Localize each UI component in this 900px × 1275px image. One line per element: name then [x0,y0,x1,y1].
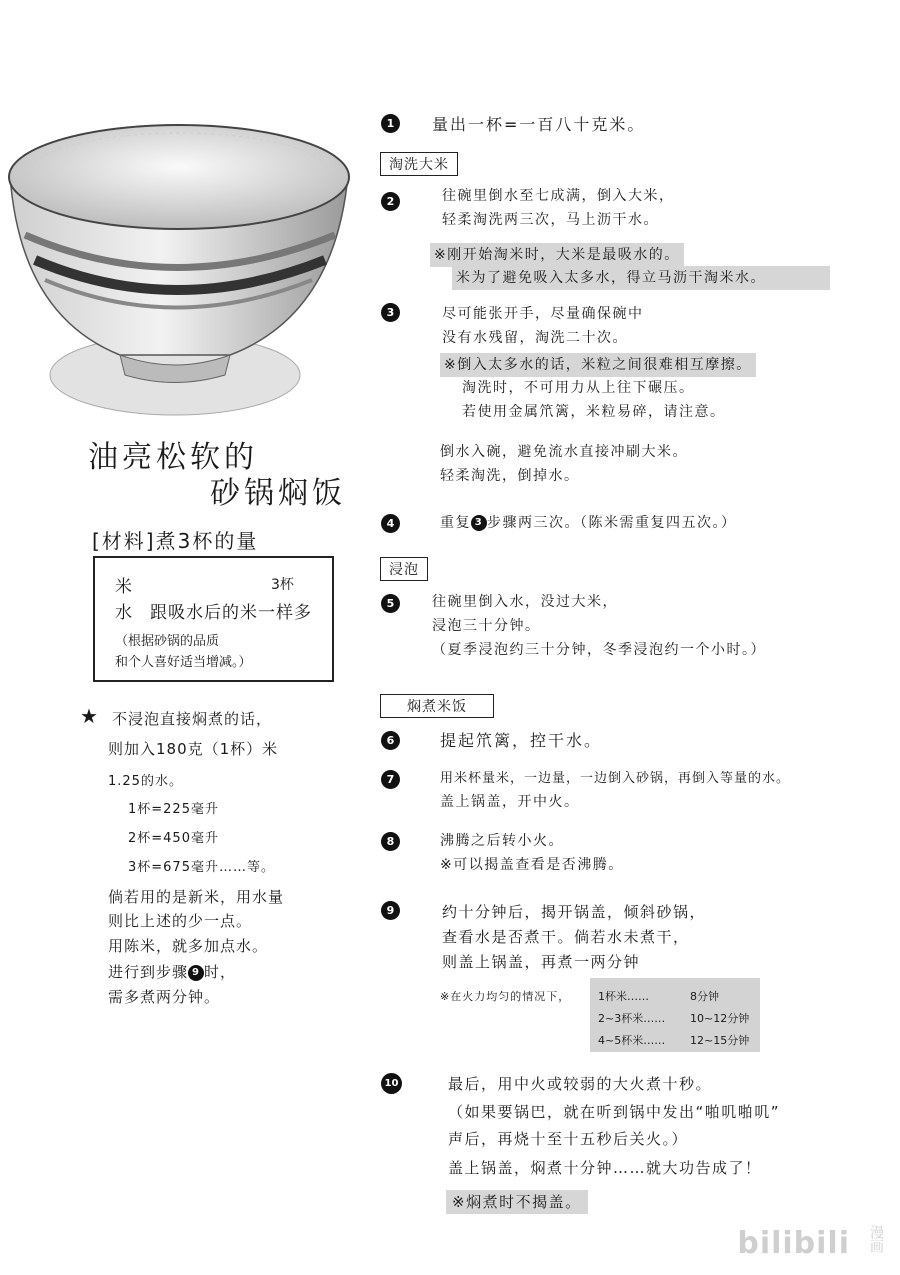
step-number-10: 10 [381,1073,402,1094]
materials-note-1: （根据砂锅的品质 [115,634,220,649]
star-icon: ★ [80,704,98,728]
step-number-9: 9 [381,901,400,920]
step-10-note: ※焖煮时不揭盖。 [446,1190,588,1214]
star-note-line3: 1.25的水。 [108,774,183,789]
step-10-line4: 盖上锅盖，焖煮十分钟……就大功告成了！ [448,1159,762,1177]
step-9-line1: 约十分钟后，揭开锅盖，倾斜砂锅， [442,903,707,921]
water-label: 水 [115,603,132,623]
step-4-text-b: 步骤两三次。（陈米需重复四五次。） [487,515,737,531]
step-3-line2: 没有水残留，淘洗二十次。 [442,330,628,346]
star-note-line7: 倘若用的是新米，用水量 [108,888,285,906]
cooking-time-table [590,978,760,1052]
star-note-line11: 需多煮两分钟。 [108,988,221,1006]
step-ref-9: 9 [188,965,204,981]
step-number-1: 1 [381,114,400,133]
recipe-title-line2: 砂锅焖饭 [210,476,346,511]
rice-amount: 3杯 [271,577,294,593]
star-note-line1: 不浸泡直接焖煮的话， [112,710,273,728]
step-8-line1: 沸腾之后转小火。 [440,833,564,849]
step-3-line1: 尽可能张开手，尽量确保碗中 [442,306,644,322]
step-2-line1: 往碗里倒水至七成满，倒入大米， [442,188,675,204]
step-10-line2: （如果要锅巴，就在听到锅中发出“啪叽啪叽” [448,1103,781,1121]
star-note-line9: 用陈米，就多加点水。 [108,937,269,955]
table-row-2-amount: 2~3杯米…… [598,1012,666,1025]
water-amount: 跟吸水后的米一样多 [150,603,312,623]
step-6-text: 提起笊篱，控干水。 [440,731,603,750]
table-row-3-time: 12~15分钟 [690,1034,750,1047]
recipe-title-line1: 油亮松软的 [88,440,258,475]
step-4-text-a: 重复 [440,515,471,531]
step-number-2: 2 [381,192,400,211]
materials-note-2: 和个人喜好适当增减。） [115,655,252,670]
step-1-text: 量出一杯=一百八十克米。 [432,115,646,134]
star-note-line6: 3杯=675毫升……等。 [128,860,275,875]
step-9-line2: 查看水是否煮干。倘若水未煮干， [442,928,690,946]
table-row-2-time: 10~12分钟 [690,1012,750,1025]
step-3-line4: 轻柔淘洗，倒掉水。 [440,468,580,484]
star-note-line4: 1杯=225毫升 [128,802,219,817]
bilibili-logo: bilibili [737,1226,850,1261]
table-row-1-time: 8分钟 [690,990,719,1003]
step-5-line1: 往碗里倒入水，没过大米， [432,594,618,610]
step-8-line2: ※可以揭盖查看是否沸腾。 [440,857,624,873]
table-row-3-amount: 4~5杯米…… [598,1034,666,1047]
materials-box [93,556,334,682]
step-number-3: 3 [381,303,400,322]
star-note-line2: 则加入180克（1杯）米 [108,740,279,758]
step-2-note2: 米为了避免吸入太多水，得立马沥干淘米水。 [452,266,830,290]
star-note-line5: 2杯=450毫升 [128,831,219,846]
step-10-line3: 声后，再烧十至十五秒后关火。） [448,1130,689,1148]
step-9-line3: 则盖上锅盖，再煮一两分钟 [442,953,641,971]
step-number-4: 4 [381,514,400,533]
step-3-note1: ※倒入太多水的话，米粒之间很难相互摩擦。 [440,353,756,377]
star-note-line10-a: 进行到步骤 [108,963,189,981]
step-2-note1: ※刚开始淘米时，大米是最吸水的。 [430,243,684,267]
section-cook-rice: 焖煮米饭 [380,694,494,718]
step-ref-3: 3 [471,515,487,531]
section-wash-rice: 淘洗大米 [380,152,458,176]
step-10-line1: 最后，用中火或较弱的大火煮十秒。 [448,1075,713,1093]
step-3-note2: 淘洗时，不可用力从上往下碾压。 [462,380,695,396]
step-3-note3: 若使用金属笊篱，米粒易碎，请注意。 [462,404,726,420]
rice-bowl-illustration [0,85,360,425]
bilibili-manga-label: 漫画 [868,1225,884,1253]
step-5-line2: 浸泡三十分钟。 [432,618,541,634]
star-note-line10 [108,961,236,982]
step-5-line3: （夏季浸泡约三十分钟，冬季浸泡约一个小时。） [432,642,766,658]
step-number-5: 5 [381,594,400,613]
step-7-line2: 盖上锅盖，开中火。 [440,794,580,810]
section-soak: 浸泡 [380,557,428,581]
step-7-line1: 用米杯量米，一边量，一边倒入砂锅，再倒入等量的水。 [440,771,791,786]
table-row-1-amount: 1杯米…… [598,990,649,1003]
step-9-note: ※在火力均匀的情况下， [440,990,571,1003]
step-number-7: 7 [381,770,400,789]
step-2-line2: 轻柔淘洗两三次，马上沥干水。 [442,212,659,228]
step-3-line3: 倒水入碗，避免流水直接冲刷大米。 [440,444,688,460]
step-number-6: 6 [381,731,400,750]
star-note-line10-b: 时， [204,963,237,981]
star-note-line8: 则比上述的少一点。 [108,912,253,930]
step-number-8: 8 [381,832,400,851]
rice-label: 米 [115,577,132,597]
step-4-text [440,511,737,535]
materials-header: [材料]煮3杯的量 [92,529,259,553]
